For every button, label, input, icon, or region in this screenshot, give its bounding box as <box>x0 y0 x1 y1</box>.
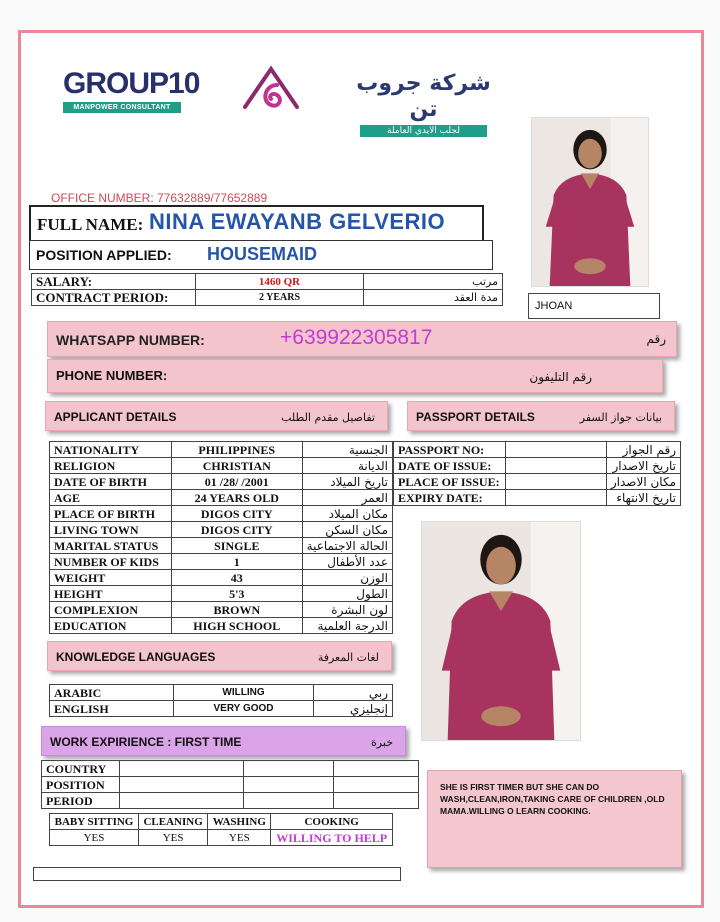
work-cell <box>334 777 419 793</box>
skill-header: CLEANING <box>139 814 208 830</box>
passport-label: PLACE OF ISSUE: <box>394 474 506 490</box>
applicant-photo-large <box>421 521 581 741</box>
work-cell <box>244 761 334 777</box>
detail-value: 1 <box>171 554 302 570</box>
phone-ar: رقم التليفون <box>529 370 592 384</box>
passport-label: PASSPORT NO: <box>394 442 506 458</box>
skill-value: YES <box>139 830 208 846</box>
position-box <box>29 240 493 270</box>
contract-label: CONTRACT PERIOD: <box>32 290 196 306</box>
table-row <box>42 777 419 793</box>
contract-ar: مدة العقد <box>364 290 503 306</box>
skill-value: YES <box>50 830 139 846</box>
full-name-value: NINA EWAYANB GELVERIO <box>149 209 446 234</box>
passport-details-table <box>393 441 681 506</box>
table-row <box>50 602 393 618</box>
table-row <box>50 490 393 506</box>
work-cell <box>244 793 334 809</box>
passport-label: DATE OF ISSUE: <box>394 458 506 474</box>
detail-ar: الحالة الاجتماعية <box>302 538 392 554</box>
arabic-logo <box>356 71 491 136</box>
work-cell <box>120 777 244 793</box>
detail-label: AGE <box>50 490 172 506</box>
passport-details-header <box>407 401 675 431</box>
table-row <box>50 458 393 474</box>
logo-ar-title: شركة جروب تن <box>356 71 491 122</box>
detail-ar: عدد الأطفال <box>302 554 392 570</box>
passport-label: EXPIRY DATE: <box>394 490 506 506</box>
detail-ar: تاريخ الميلاد <box>302 474 392 490</box>
work-row-label: PERIOD <box>42 793 120 809</box>
detail-ar: الوزن <box>302 570 392 586</box>
detail-value: CHRISTIAN <box>171 458 302 474</box>
table-row <box>50 586 393 602</box>
full-name-box <box>29 205 484 241</box>
contract-value: 2 YEARS <box>196 290 364 306</box>
work-experience-title: WORK EXPIRIENCE : FIRST TIME <box>50 735 242 749</box>
detail-value: HIGH SCHOOL <box>171 618 302 634</box>
passport-value <box>505 458 606 474</box>
table-row <box>42 761 419 777</box>
language-value: WILLING <box>174 685 314 701</box>
position-label: POSITION APPLIED: <box>36 247 172 263</box>
detail-ar: لون البشرة <box>302 602 392 618</box>
passport-ar: مكان الاصدار <box>606 474 680 490</box>
applicant-details-title: APPLICANT DETAILS <box>54 410 177 424</box>
cv-sheet <box>18 30 704 908</box>
detail-ar: الطول <box>302 586 392 602</box>
phone-bar <box>47 359 663 393</box>
detail-value: DIGOS CITY <box>171 506 302 522</box>
whatsapp-bar <box>47 321 677 357</box>
table-row <box>50 570 393 586</box>
house-logo-icon <box>241 63 301 115</box>
detail-label: RELIGION <box>50 458 172 474</box>
applicant-details-table <box>49 441 393 634</box>
table-row <box>394 474 681 490</box>
detail-label: HEIGHT <box>50 586 172 602</box>
whatsapp-ar: رقم <box>646 332 666 346</box>
detail-value: PHILIPPINES <box>171 442 302 458</box>
passport-ar: تاريخ الاصدار <box>606 458 680 474</box>
experience-note: SHE IS FIRST TIMER BUT SHE CAN DO WASH,CLEAN,IRON,TAKING CARE OF CHILDREN ,OLD MAMA.WILLING O LEARN COOKING. <box>427 770 682 868</box>
detail-label: LIVING TOWN <box>50 522 172 538</box>
passport-ar: رقم الجواز <box>606 442 680 458</box>
table-row <box>394 442 681 458</box>
applicant-details-header <box>45 401 388 431</box>
table-row <box>50 474 393 490</box>
detail-label: NATIONALITY <box>50 442 172 458</box>
table-row <box>50 506 393 522</box>
passport-value <box>505 490 606 506</box>
salary-table <box>31 273 503 306</box>
applicant-details-ar: تفاصيل مقدم الطلب <box>281 411 375 424</box>
photo-caption: JHOAN <box>528 293 660 319</box>
office-number: OFFICE NUMBER: 77632889/77652889 <box>51 191 268 205</box>
detail-label: MARITAL STATUS <box>50 538 172 554</box>
detail-ar: الجنسية <box>302 442 392 458</box>
table-row <box>42 793 419 809</box>
detail-value: 5'3 <box>171 586 302 602</box>
languages-table <box>49 684 393 717</box>
detail-label: PLACE OF BIRTH <box>50 506 172 522</box>
group10-logo <box>63 67 200 117</box>
detail-ar: الدرجة العلمية <box>302 618 392 634</box>
detail-value: BROWN <box>171 602 302 618</box>
passport-ar: تاريخ الانتهاء <box>606 490 680 506</box>
language-ar: ربي <box>314 685 393 701</box>
work-experience-header <box>41 726 406 756</box>
whatsapp-number: +639922305817 <box>280 326 433 349</box>
work-cell <box>120 761 244 777</box>
language-ar: إنجليزي <box>314 701 393 717</box>
detail-value: DIGOS CITY <box>171 522 302 538</box>
work-experience-table <box>41 760 419 809</box>
work-cell <box>244 777 334 793</box>
table-row <box>394 490 681 506</box>
table-row <box>50 442 393 458</box>
logo-sub: MANPOWER CONSULTANT <box>63 102 181 113</box>
table-row <box>50 554 393 570</box>
detail-ar: مكان السكن <box>302 522 392 538</box>
detail-value: 01 /28/ /2001 <box>171 474 302 490</box>
table-row <box>50 701 393 717</box>
knowledge-languages-header <box>47 641 392 671</box>
knowledge-languages-title: KNOWLEDGE LANGUAGES <box>56 650 216 664</box>
phone-label: PHONE NUMBER: <box>56 368 168 383</box>
table-row <box>394 458 681 474</box>
passport-details-title: PASSPORT DETAILS <box>416 410 535 424</box>
logo-ar-sub: لجلب الايدي العاملة <box>360 125 487 137</box>
skill-value: YES <box>208 830 271 846</box>
detail-value: SINGLE <box>171 538 302 554</box>
work-row-label: COUNTRY <box>42 761 120 777</box>
work-cell <box>120 793 244 809</box>
detail-value: 43 <box>171 570 302 586</box>
passport-details-ar: بيانات جواز السفر <box>579 411 662 424</box>
skills-table <box>49 813 393 846</box>
footer-empty-box <box>33 867 401 881</box>
skill-header: WASHING <box>208 814 271 830</box>
detail-ar: الديانة <box>302 458 392 474</box>
language-label: ARABIC <box>50 685 174 701</box>
language-label: ENGLISH <box>50 701 174 717</box>
work-experience-ar: خبرة <box>371 736 393 749</box>
salary-ar: مرتب <box>364 274 503 290</box>
table-row <box>50 522 393 538</box>
logo-word: GROUP10 <box>63 67 200 100</box>
language-value: VERY GOOD <box>174 701 314 717</box>
skill-header: BABY SITTING <box>50 814 139 830</box>
table-row <box>50 685 393 701</box>
work-cell <box>334 761 419 777</box>
detail-value: 24 YEARS OLD <box>171 490 302 506</box>
detail-label: COMPLEXION <box>50 602 172 618</box>
salary-label: SALARY: <box>32 274 196 290</box>
detail-label: DATE OF BIRTH <box>50 474 172 490</box>
work-row-label: POSITION <box>42 777 120 793</box>
table-row <box>50 538 393 554</box>
table-row <box>50 618 393 634</box>
passport-value <box>505 442 606 458</box>
salary-value: 1460 QR <box>196 274 364 290</box>
detail-ar: مكان الميلاد <box>302 506 392 522</box>
knowledge-languages-ar: لغات المعرفة <box>317 651 379 664</box>
full-name-label: FULL NAME: <box>37 215 144 234</box>
passport-value <box>505 474 606 490</box>
skill-value: WILLING TO HELP <box>271 830 393 846</box>
detail-ar: العمر <box>302 490 392 506</box>
skill-header: COOKING <box>271 814 393 830</box>
detail-label: NUMBER OF KIDS <box>50 554 172 570</box>
position-value: HOUSEMAID <box>207 244 318 264</box>
detail-label: WEIGHT <box>50 570 172 586</box>
applicant-photo-small <box>531 117 649 287</box>
detail-label: EDUCATION <box>50 618 172 634</box>
work-cell <box>334 793 419 809</box>
whatsapp-label: WHATSAPP NUMBER: <box>56 332 205 348</box>
